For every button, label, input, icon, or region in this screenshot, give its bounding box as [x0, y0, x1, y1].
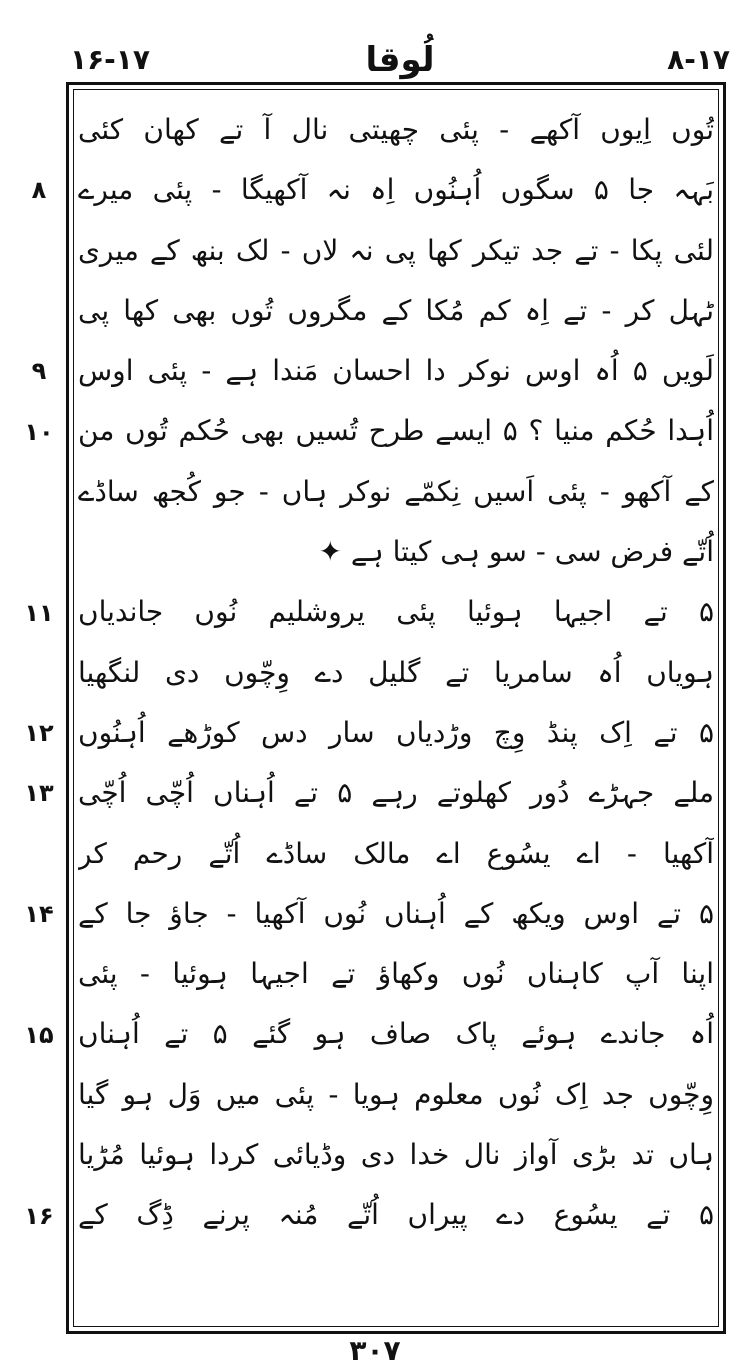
text-line: بَہہ جا ۵ سگوں اُہنُوں اِہ نہ آکھیگا - پئی میرے [78, 173, 714, 207]
text-line: ۵ تے اوس ویکھ کے اُہناں نُوں آکھیا - جاؤ جا کے [78, 896, 714, 930]
text-line: ٹہل کر - تے اِہ کم مُکا کے مگروں تُوں بھی کھا پی [78, 293, 714, 327]
verse-number: ۱۳ [24, 779, 54, 808]
scripture-text [78, 100, 714, 1246]
text-line: ۵ تے یسُوع دے پیراں اُتّے مُنہ پرنے ڈِگ کے [78, 1198, 714, 1232]
verse-number: ۱۶ [24, 1201, 54, 1230]
verse-number: ۱۵ [24, 1020, 54, 1049]
page-number: ۳۰۷ [349, 1334, 401, 1367]
running-header [70, 40, 730, 88]
text-line: اُتّے فرض سی - سو ہی کیتا ہے ✦ [318, 535, 714, 569]
header-chapter-ref-left: ۱۶-۱۷ [70, 43, 150, 76]
text-line: اپنا آپ کاہناں نُوں وکھاؤ تے اجیہا ہوئیا - پئی [78, 957, 714, 991]
text-line: لئی پکا - تے جد تیکر کھا پی نہ لاں - لک بنھ کے میری [78, 233, 714, 267]
verse-number: ۸ [31, 176, 47, 205]
text-line: کے آکھو - پئی اَسیں نِکمّے نوکر ہاں - جو کُجھ ساڈے [78, 474, 714, 508]
text-line: تُوں اِیوں آکھے - پئی چھیتی نال آ تے کھان کئی [78, 113, 714, 146]
verse-number: ۹ [31, 357, 47, 386]
text-line: ۵ تے اجیہا ہوئیا پئی یروشلیم نُوں جاندیاں [78, 595, 714, 629]
verse-number: ۱۱ [24, 598, 54, 627]
verse-number: ۱۰ [24, 417, 54, 446]
header-chapter-ref-right: ۸-۱۷ [667, 43, 730, 76]
text-line: لَویں ۵ اُہ اوس نوکر دا احسان مَندا ہے - پئی اوس [78, 354, 714, 388]
verse-number: ۱۲ [24, 719, 54, 748]
text-line: وِچّوں جد اِک نُوں معلوم ہویا - پئی میں وَل ہو گیا [78, 1077, 714, 1111]
text-line: آکھیا - اے یسُوع اے مالک ساڈے اُتّے رحم کر [78, 836, 714, 870]
text-line: ہویاں اُہ سامریا تے گلیل دے وِچّوں دی لنگھیا [78, 655, 714, 689]
text-line: ملے جہڑے دُور کھلوتے رہے ۵ تے اُہناں اُچّی اُچّی [78, 776, 714, 810]
verse-number: ۱۴ [24, 900, 54, 929]
text-line: اُہدا حُکم منیا ؟ ۵ ایسے طرح تُسیں بھی حُکم تُوں من [78, 414, 714, 448]
book-title: لُوقا [365, 40, 435, 80]
text-line: اُہ جاندے ہوئے پاک صاف ہو گئے ۵ تے اُہناں [78, 1017, 714, 1051]
text-line: ۵ تے اِک پنڈ وِچ وڑدیاں سار دس کوڑھے اُہنُوں [78, 715, 714, 749]
text-line: ہاں تد بڑی آواز نال خدا دی وڈیائی کردا ہوئیا مُڑیا [78, 1138, 714, 1172]
